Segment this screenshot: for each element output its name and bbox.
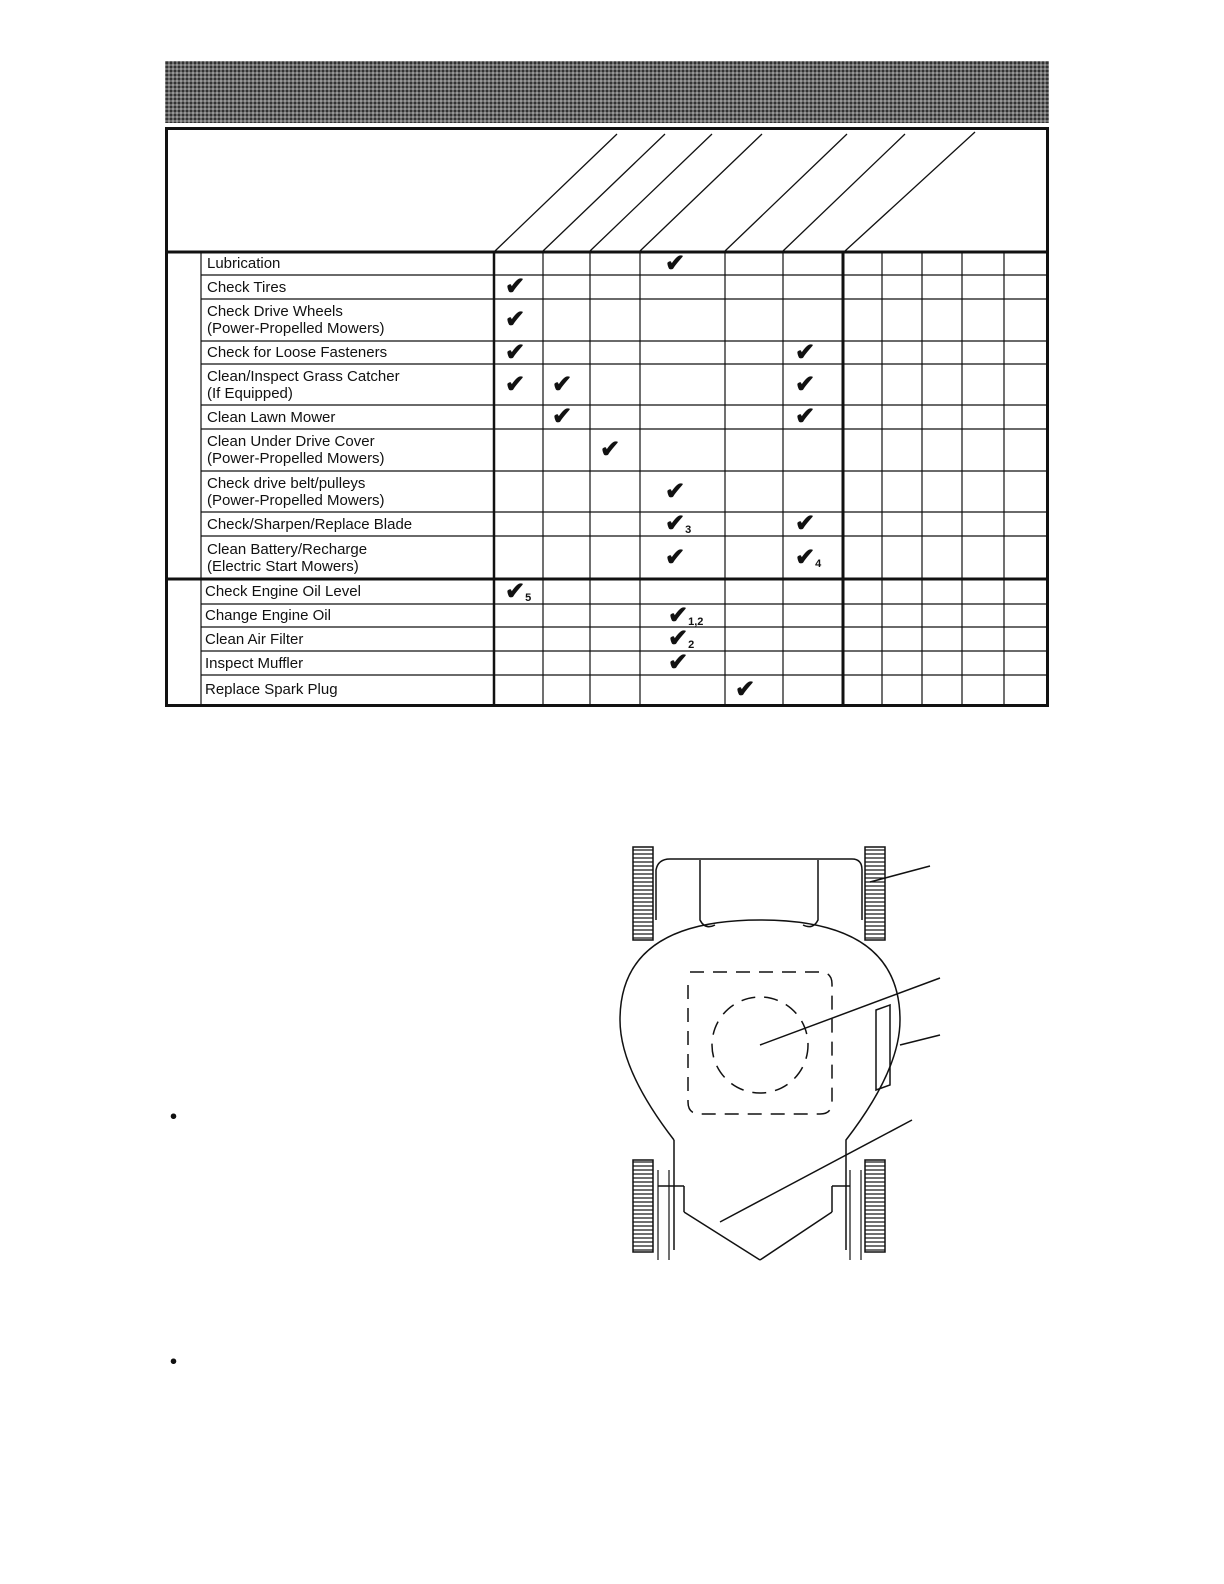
- task-label: Change Engine Oil: [205, 607, 331, 624]
- check-mark: ✔: [505, 370, 526, 398]
- task-label: Clean Lawn Mower: [207, 408, 336, 426]
- check-mark: ✔: [665, 249, 686, 277]
- task-label: Check/Sharpen/Replace Blade: [207, 515, 413, 533]
- check-mark: ✔: [552, 403, 573, 430]
- check-mark: ✔: [600, 436, 621, 463]
- front-axle-frame: [656, 859, 862, 920]
- front-left-wheel: [633, 847, 653, 940]
- important-notice: [622, 1349, 1048, 1373]
- check-mark: ✔: [552, 370, 573, 398]
- check-mark: ✔: [505, 273, 526, 300]
- task-label: Check for Loose Fasteners: [207, 344, 388, 361]
- task-label: Check Tires: [207, 278, 287, 296]
- check-mark: $✔_5$: [505, 577, 532, 605]
- check-mark: ✔: [795, 338, 816, 366]
- check-mark: ✔: [505, 338, 526, 366]
- mower-diagram: [600, 840, 1060, 1280]
- task-label: Replace Spark Plug: [205, 681, 338, 698]
- task-label: Clean Under Drive Cover (Power-Propelled Mowers): [207, 433, 385, 467]
- check-mark: ✔: [665, 477, 686, 505]
- check-mark: $✔_2$: [668, 625, 695, 652]
- check-mark: $✔_3$: [665, 510, 692, 537]
- mulcher-door: [876, 1005, 890, 1090]
- check-mark: ✔: [665, 543, 686, 571]
- task-label: Lubrication: [207, 255, 281, 272]
- task-label: Clean/Inspect Grass Catcher (If Equipped): [207, 367, 400, 402]
- check-mark: ✔: [795, 510, 816, 537]
- task-label: Check Drive Wheels (Power-Propelled Mowers): [207, 303, 385, 337]
- check-mark: ✔: [505, 306, 526, 333]
- check-mark: ✔: [795, 403, 816, 430]
- front-right-wheel: [865, 847, 885, 940]
- check-mark: $✔_4$: [795, 543, 822, 571]
- task-label: Check drive belt/pulleys (Power-Propelled Mowers): [207, 474, 385, 509]
- check-mark: ✔: [735, 675, 756, 703]
- task-label: Inspect Muffler: [205, 654, 304, 672]
- rear-right-wheel: [865, 1160, 885, 1252]
- rear-left-wheel: [633, 1160, 653, 1252]
- check-mark: ✔: [668, 649, 689, 676]
- task-label: Clean Battery/Recharge (Electric Start Mowers): [207, 540, 368, 575]
- task-label: Check Engine Oil Level: [205, 583, 361, 600]
- schedule-grid: [0, 0, 1224, 720]
- check-mark: ✔: [795, 370, 816, 398]
- check-mark: $✔_{1,2}$: [668, 601, 704, 629]
- task-label: Clean Air Filter: [205, 630, 304, 648]
